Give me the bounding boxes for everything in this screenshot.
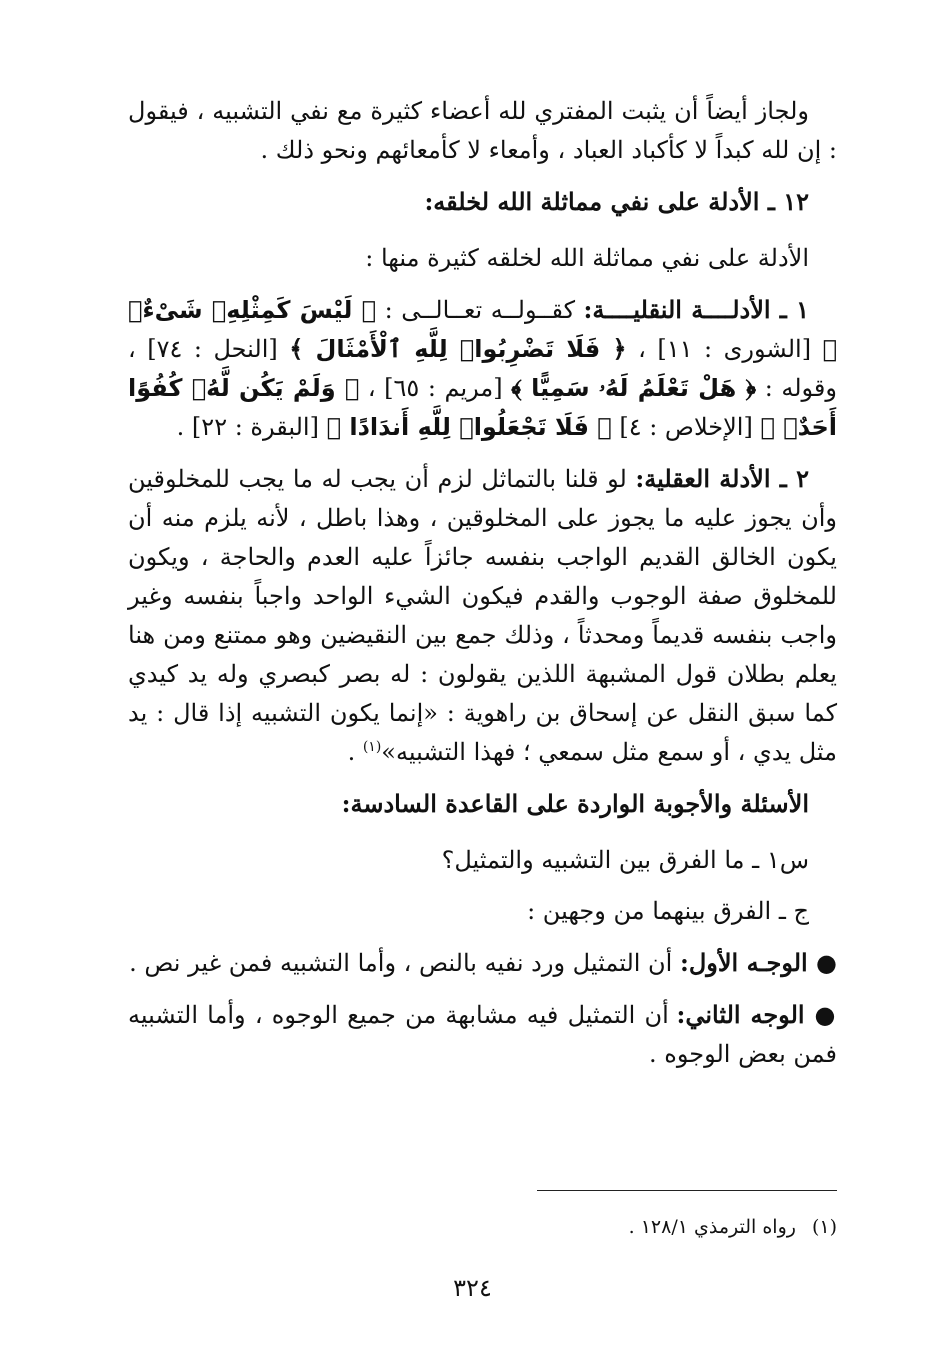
naqli-text-3: [النحل : ٧٤] ، وقوله : [128,335,837,402]
section-intro: الأدلة على نفي مماثلة الله لخلقه كثيرة منها : [365,244,809,272]
face-2-text: أن التمثيل فيه مشابهة من جميع الوجوه ، وأما التشبيه فمن بعض الوجوه . [128,1001,837,1068]
naqli-text-4: [مريم : ٦٥] ، [359,374,512,402]
naqli-label: ١ ـ الأدلــــة النقليــــة: [583,295,809,324]
face-1-label: ● الوجـه الأول: [679,948,837,977]
aqli-label: ٢ ـ الأدلة العقلية: [635,464,809,493]
section-heading: ١٢ ـ الأدلة على نفي مماثلة الله لخلقه: [424,187,809,216]
naqli-paragraph [128,290,837,447]
question-1: س١ ـ ما الفرق بين التشبيه والتمثيل؟ [441,846,809,874]
footnote-reference[interactable]: (١) [362,739,382,755]
naqli-text-1: كقــولــه تعــالــى : [376,296,584,324]
naqli-text-5: [الإخلاص : ٤] [611,413,761,441]
face-2-label: ● الوجه الثاني: [676,1000,837,1029]
footnote [128,1212,837,1242]
naqli-text-6: [البقرة : ٢٢] . [176,413,327,441]
aqli-text: لو قلنا بالتماثل لزم أن يجب له ما يجب للمخلوقين وأن يجوز عليه ما يجوز على المخلوقين ، وهذا باطل ، لأنه يلزم منه أن يكون الخالق القديم الواجب بنفسه جائزاً عليه العدم والحاجة ، ويكون للمخلوق صفة الوجوب والقدم فيكون الشيء الواحد واجباً بنفسه وغير واجب بنفسه قديماً ومحدثاً ، وذلك جمع بين النقيضين وهو ممتنع ومن هنا يعلم بطلان قول المشبهة اللذين يقولون : له بصر كبصري وله يد كيدي كما سبق النقل عن إسحاق بن راهوية : «إنما يكون التشبيه إذا قال : يد مثل يدي ، أو سمع مثل سمعي ؛ فهذا التشبيه» [128,465,838,766]
answer-1: ج ـ الفرق بينهما من وجهين : [527,897,809,925]
quran-verse-2: ﴿ فَلَا تَضْرِبُوا۟ لِلَّهِ ٱلْأَمْثَالَ ﴾ [289,335,627,363]
quran-verse-4: ﴿ وَلَمْ يَكُن لَّهُۥ كُفُوًا أَحَدٌۢ ﴾ [128,374,837,441]
face-2-paragraph [128,995,837,1074]
face-1-paragraph [128,943,837,983]
naqli-text-2: [الشورى : ١١] ، [626,335,823,363]
footnote-number: (١) [811,1216,837,1238]
quran-verse-1: ﴿ لَيْسَ كَمِثْلِهِۦ شَىْءٌۖ ﴾ [128,296,838,363]
footnote-divider [537,1190,837,1191]
page-body [128,92,837,1086]
aqli-end: . [347,738,363,766]
qa-heading: الأسئلة والأجوبة الواردة على القاعدة السادسة: [341,789,809,818]
quran-verse-5: ﴿ فَلَا تَجْعَلُوا۟ لِلَّهِ أَندَادًا ﴾ [326,413,612,441]
intro-paragraph: ولجاز أيضاً أن يثبت المفتري لله أعضاء كثيرة مع نفي التشبيه ، فيقول : إن لله كبداً لا كأكباد العباد ، وأمعاء لا كأمعائهم ونحو ذلك . [128,97,837,164]
quran-verse-3: ﴿ هَلْ تَعْلَمُ لَهُۥ سَمِيًّا ﴾ [511,374,757,402]
footnote-text: رواه الترمذي ١٢٨/١ . [628,1216,796,1238]
aqli-paragraph [128,459,837,772]
face-1-text: أن التمثيل ورد نفيه بالنص ، وأما التشبيه فمن غير نص . [129,949,680,977]
page-number: ٣٢٤ [453,1274,492,1302]
